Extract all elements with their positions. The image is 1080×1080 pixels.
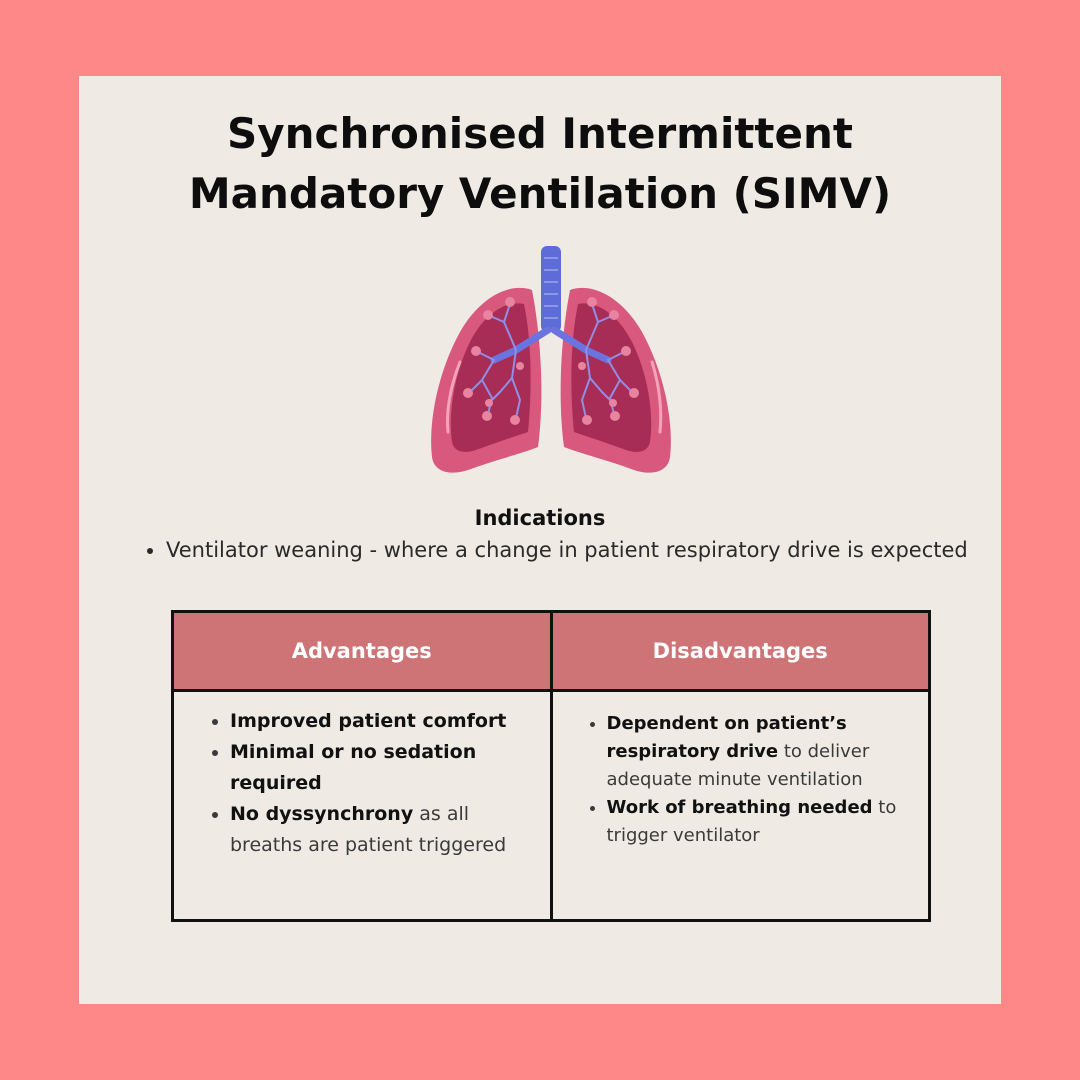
advantages-cell: [173, 691, 552, 921]
indications-list: [140, 536, 1046, 564]
advantage-item: • Improved patient comfort: [230, 706, 538, 737]
comparison-table: [171, 610, 931, 922]
table-header-row: [173, 612, 930, 691]
title-line-2: Mandatory Ventilation (SIMV): [188, 169, 892, 218]
advantage-item: • Minimal or no sedation required: [230, 737, 538, 799]
table-row: [173, 691, 930, 921]
indications-heading: Indications: [474, 506, 606, 530]
title-line-1: Synchronised Intermittent: [227, 109, 853, 158]
advantages-header: Advantages: [173, 612, 552, 691]
disadvantage-item: • Dependent on patient’s respiratory drive to deliver adequate minute ventilation: [607, 710, 917, 794]
disadvantages-header: Disadvantages: [551, 612, 930, 691]
lungs-illustration: [420, 242, 682, 478]
page-title: [0, 104, 1080, 224]
disadvantages-cell: [551, 691, 930, 921]
advantage-item: • No dyssynchrony as all breaths are patient triggered: [230, 799, 538, 861]
disadvantage-item: • Work of breathing needed to trigger ventilator: [607, 794, 917, 850]
indication-item: • Ventilator weaning - where a change in patient respiratory drive is expected: [166, 536, 1046, 564]
